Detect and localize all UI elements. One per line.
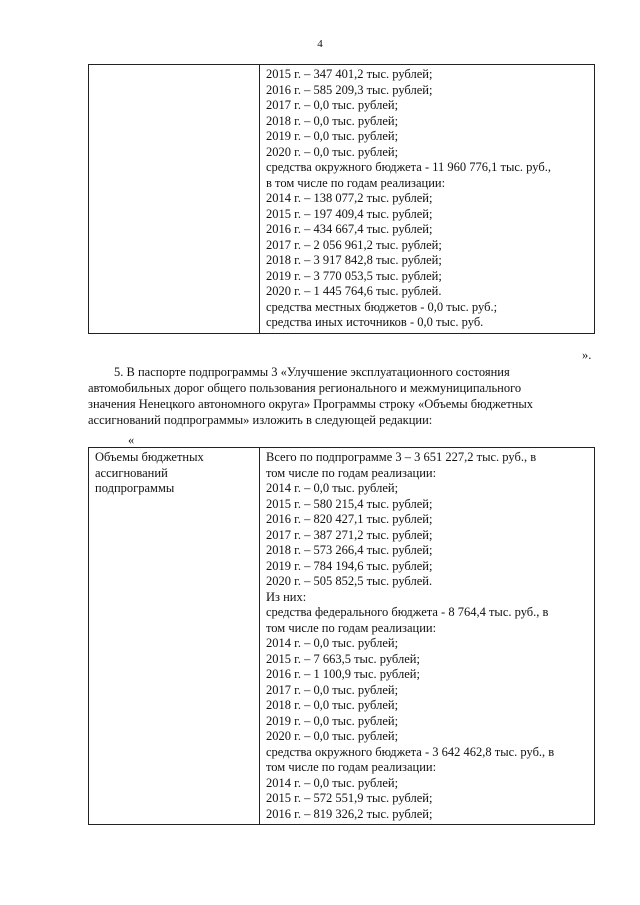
budget-line: 2020 г. – 0,0 тыс. рублей; [266,144,399,159]
budget-table-subprogram-3 [88,447,595,825]
budget-line: 2020 г. – 1 445 764,6 тыс. рублей. [266,284,442,298]
budget-line: 2015 г. – 7 663,5 тыс. рублей; [266,651,420,666]
budget-table-continued [88,64,595,334]
budget-line: 2015 г. – 197 409,4 тыс. рублей; [266,206,433,221]
budget-line: 2020 г. – 505 852,5 тыс. рублей. [266,574,433,588]
budget-line: 2014 г. – 0,0 тыс. рублей; [266,636,399,650]
budget-line: 2019 г. – 0,0 тыс. рублей; [266,129,399,143]
budget-line: 2016 г. – 819 326,2 тыс. рублей; [266,806,433,821]
row-header-line: Объемы бюджетных [95,450,204,464]
budget-line: 2018 г. – 0,0 тыс. рублей; [266,698,399,712]
budget-line: 2015 г. – 580 215,4 тыс. рублей; [266,496,433,511]
table-cell-empty [89,65,260,334]
budget-line: средства окружного бюджета - 11 960 776,1 тыс. руб., [266,160,551,174]
budget-line: 2018 г. – 3 917 842,8 тыс. рублей; [266,253,442,267]
paragraph-line: 5. В паспорте подпрограммы 3 «Улучшение эксплуатационного состояния [114,365,510,379]
row-header-line: ассигнований [95,465,168,480]
budget-line: средства иных источников - 0,0 тыс. руб. [266,315,484,329]
budget-line: средства окружного бюджета - 3 642 462,8 тыс. руб., в [266,744,555,759]
budget-line: том числе по годам реализации: [266,620,437,635]
table-row [89,448,595,825]
budget-line: том числе по годам реализации: [266,465,437,480]
budget-line: Всего по подпрограмме 3 – 3 651 227,2 тыс. руб., в [266,450,537,464]
paragraph-line: ассигнований подпрограммы» изложить в следующей редакции: [88,413,433,427]
paragraph-line: автомобильных дорог общего пользования регионального и межмуниципального [88,381,522,395]
budget-line: том числе по годам реализации: [266,760,437,774]
budget-line: 2016 г. – 585 209,3 тыс. рублей; [266,82,433,97]
table-cell-budget-lines [260,65,595,334]
budget-line: 2015 г. – 572 551,9 тыс. рублей; [266,791,433,805]
budget-line: Из них: [266,589,307,604]
budget-line: 2014 г. – 0,0 тыс. рублей; [266,481,399,495]
budget-line: 2017 г. – 0,0 тыс. рублей; [266,682,399,697]
budget-line: 2020 г. – 0,0 тыс. рублей; [266,729,399,743]
table-cell-row-header [89,448,260,825]
budget-line: 2018 г. – 573 266,4 тыс. рублей; [266,543,433,557]
table-row [89,65,595,334]
budget-line: 2017 г. – 387 271,2 тыс. рублей; [266,527,433,542]
budget-line: 2019 г. – 0,0 тыс. рублей; [266,713,399,728]
budget-line: 2014 г. – 0,0 тыс. рублей; [266,775,399,790]
budget-line: 2016 г. – 1 100,9 тыс. рублей; [266,667,420,681]
budget-line: 2017 г. – 2 056 961,2 тыс. рублей; [266,237,442,252]
budget-line: 2018 г. – 0,0 тыс. рублей; [266,113,399,128]
opening-quote: « [128,433,135,447]
budget-line: средства местных бюджетов - 0,0 тыс. руб.; [266,299,498,314]
budget-line: 2017 г. – 0,0 тыс. рублей; [266,98,399,112]
table-cell-budget-lines [260,448,595,825]
budget-line: средства федерального бюджета - 8 764,4 тыс. руб., в [266,605,549,619]
page-number: 4 [317,38,323,50]
budget-line: 2019 г. – 784 194,6 тыс. рублей; [266,558,433,573]
budget-line: 2016 г. – 434 667,4 тыс. рублей; [266,222,433,236]
budget-line: 2014 г. – 138 077,2 тыс. рублей; [266,191,433,205]
budget-line: 2015 г. – 347 401,2 тыс. рублей; [266,67,433,81]
budget-line: 2019 г. – 3 770 053,5 тыс. рублей; [266,268,442,283]
paragraph-line: значения Ненецкого автономного округа» Программы строку «Объемы бюджетных [88,397,534,411]
budget-line: 2016 г. – 820 427,1 тыс. рублей; [266,512,433,526]
closing-quote: ». [582,348,592,362]
row-header-line: подпрограммы [95,481,175,495]
budget-line: в том числе по годам реализации: [266,175,446,190]
